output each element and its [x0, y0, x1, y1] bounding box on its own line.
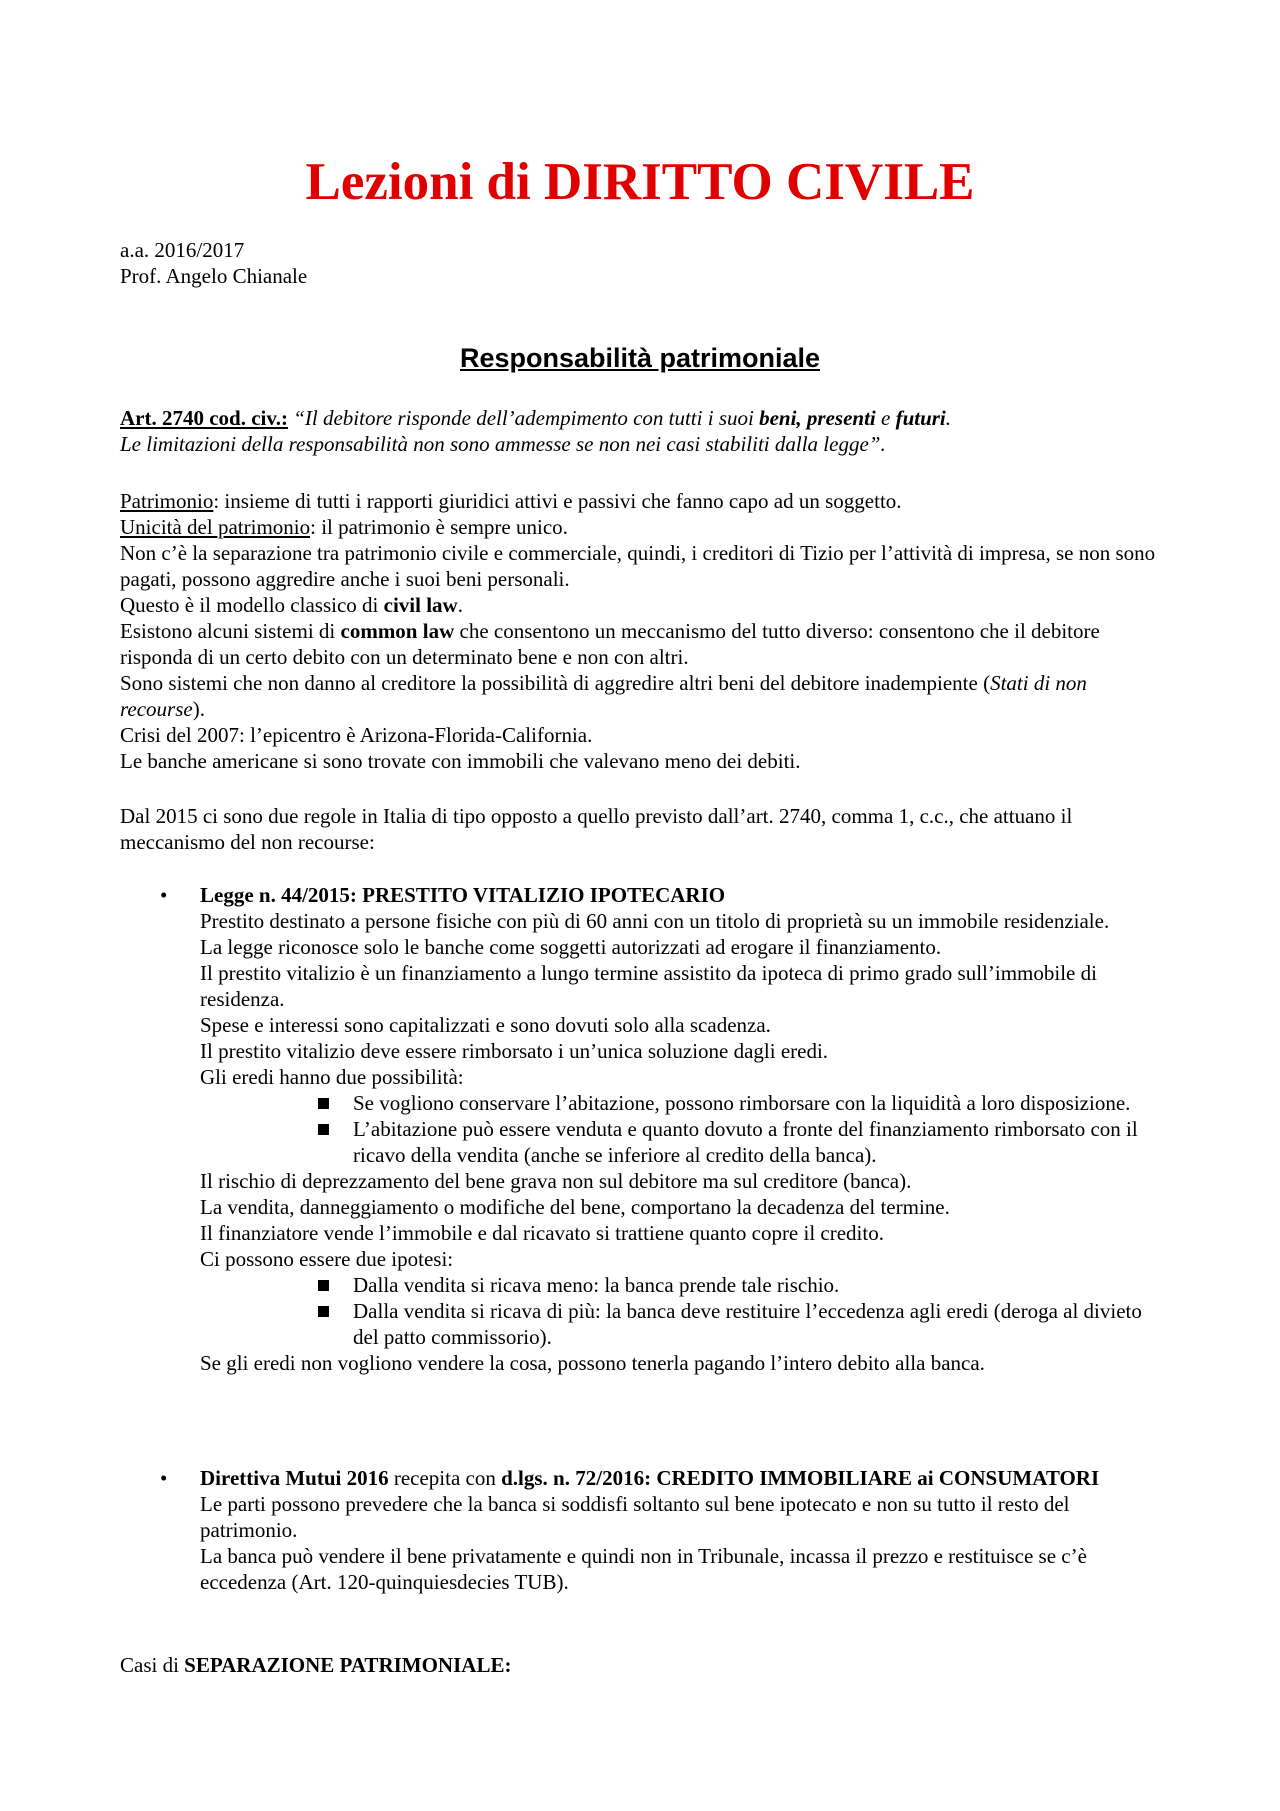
article-ref: Art. 2740 cod. civ.:: [120, 406, 288, 430]
legge-line: Se gli eredi non vogliono vendere la cosa, possono tenerla pagando l’intero debito alla banca.: [200, 1351, 985, 1375]
list-item-continued: [120, 1168, 1170, 1272]
list-item: [120, 1465, 1170, 1595]
legge-line: Il rischio di deprezzamento del bene grava non sul debitore ma sul creditore (banca).: [200, 1169, 912, 1193]
article-line-1: Art. 2740 cod. civ.: “Il debitore risponde dell’adempimento con tutti i suoi beni, presenti e futuri.: [120, 406, 952, 430]
bullet-icon: •: [160, 883, 168, 907]
article-line-2: Le limitazioni della responsabilità non sono ammesse se non nei casi stabiliti dalla legge”.: [120, 432, 886, 456]
professor-name: Prof. Angelo Chianale: [120, 264, 308, 288]
square-bullet-icon: [318, 1280, 329, 1291]
direttiva-line: Le parti possono prevedere che la banca si soddisfi soltanto sul bene ipotecato e non su tutto il resto del patrimonio.: [200, 1492, 1070, 1542]
direttiva-section: [120, 1465, 1170, 1595]
legge-line: Spese e interessi sono capitalizzati e sono dovuti solo alla scadenza.: [200, 1013, 771, 1037]
sub-list-item: Dalla vendita si ricava di più: la banca deve restituire l’eccedenza agli eredi (deroga al divieto del patto commissorio).: [120, 1298, 1170, 1350]
direttiva-title: Direttiva Mutui 2016 recepita con d.lgs. n. 72/2016: CREDITO IMMOBILIARE ai CONSUMATORI: [200, 1466, 1100, 1490]
square-bullet-icon: [318, 1098, 329, 1109]
paragraph: Non c’è la separazione tra patrimonio civile e commerciale, quindi, i creditori di Tizio per l’attività di impresa, se non sono pagati, possono aggredire anche i suoi beni personali.: [120, 541, 1156, 591]
patrimonio-paragraphs: [120, 488, 1170, 774]
legge-line: Il prestito vitalizio deve essere rimborsato i un’unica soluzione dagli eredi.: [200, 1039, 829, 1063]
course-meta: [120, 237, 1170, 289]
legge-line: La vendita, danneggiamento o modifiche del bene, comportano la decadenza del termine.: [200, 1195, 950, 1219]
legge-line: Il prestito vitalizio è un finanziamento a lungo termine assistito da ipoteca di primo grado sull’immobile di residenza.: [200, 961, 1097, 1011]
document-title: Lezioni di DIRITTO CIVILE: [305, 153, 975, 211]
legge-line: Prestito destinato a persone fisiche con più di 60 anni con un titolo di proprietà su un immobile residenziale.: [200, 909, 1110, 933]
square-bullet-icon: [318, 1306, 329, 1317]
paragraph: Le banche americane si sono trovate con immobili che valevano meno dei debiti.: [120, 749, 801, 773]
academic-year: a.a. 2016/2017: [120, 238, 245, 262]
legge-section: [120, 882, 1170, 1376]
paragraph: Sono sistemi che non danno al creditore la possibilità di aggredire altri beni del debitore inadempiente (Stati di non recourse).: [120, 671, 1087, 721]
list-item: [120, 882, 1170, 1090]
legge-line: Ci possono essere due ipotesi:: [200, 1247, 454, 1271]
list-item-continued: [120, 1350, 1170, 1376]
bullet-icon: •: [160, 1466, 168, 1490]
sub-list-item: L’abitazione può essere venduta e quanto dovuto a fronte del finanziamento rimborsato con il ricavo della vendita (anche se inferiore al credito della banca).: [120, 1116, 1170, 1168]
sub-list-item: Dalla vendita si ricava meno: la banca prende tale rischio.: [120, 1272, 1170, 1298]
legge-line: Il finanziatore vende l’immobile e dal ricavato si trattiene quanto copre il credito.: [200, 1221, 884, 1245]
paragraph-dal-2015: Dal 2015 ci sono due regole in Italia di tipo opposto a quello previsto dall’art. 2740, comma 1, c.c., che attuano il meccanismo del non recourse:: [120, 804, 1073, 854]
legge-line: Gli eredi hanno due possibilità:: [200, 1065, 464, 1089]
legge-title: Legge n. 44/2015: PRESTITO VITALIZIO IPOTECARIO: [200, 883, 726, 907]
article-citation: [120, 405, 1170, 457]
paragraph: Crisi del 2007: l’epicentro è Arizona-Florida-California.: [120, 723, 593, 747]
patrimonio-definition: Patrimonio: insieme di tutti i rapporti giuridici attivi e passivi che fanno capo ad un soggetto.: [120, 489, 902, 513]
casi-heading: Casi di SEPARAZIONE PATRIMONIALE:: [120, 1653, 512, 1677]
section-heading: Responsabilità patrimoniale: [459, 343, 821, 373]
unicita-definition: Unicità del patrimonio: il patrimonio è sempre unico.: [120, 515, 568, 539]
legge-line: La legge riconosce solo le banche come soggetti autorizzati ad erogare il finanziamento.: [200, 935, 942, 959]
paragraph: Esistono alcuni sistemi di common law che consentono un meccanismo del tutto diverso: consentono che il debitore risponda di un certo debito con un determinato bene e non con altri.: [120, 619, 1100, 669]
sub-list-item: Se vogliono conservare l’abitazione, possono rimborsare con la liquidità a loro disposizione.: [120, 1090, 1170, 1116]
direttiva-line: La banca può vendere il bene privatamente e quindi non in Tribunale, incassa il prezzo e restituisce se c’è eccedenza (Art. 120-quinquiesdecies TUB).: [200, 1544, 1087, 1594]
paragraph: Questo è il modello classico di civil law.: [120, 593, 463, 617]
square-bullet-icon: [318, 1124, 329, 1135]
